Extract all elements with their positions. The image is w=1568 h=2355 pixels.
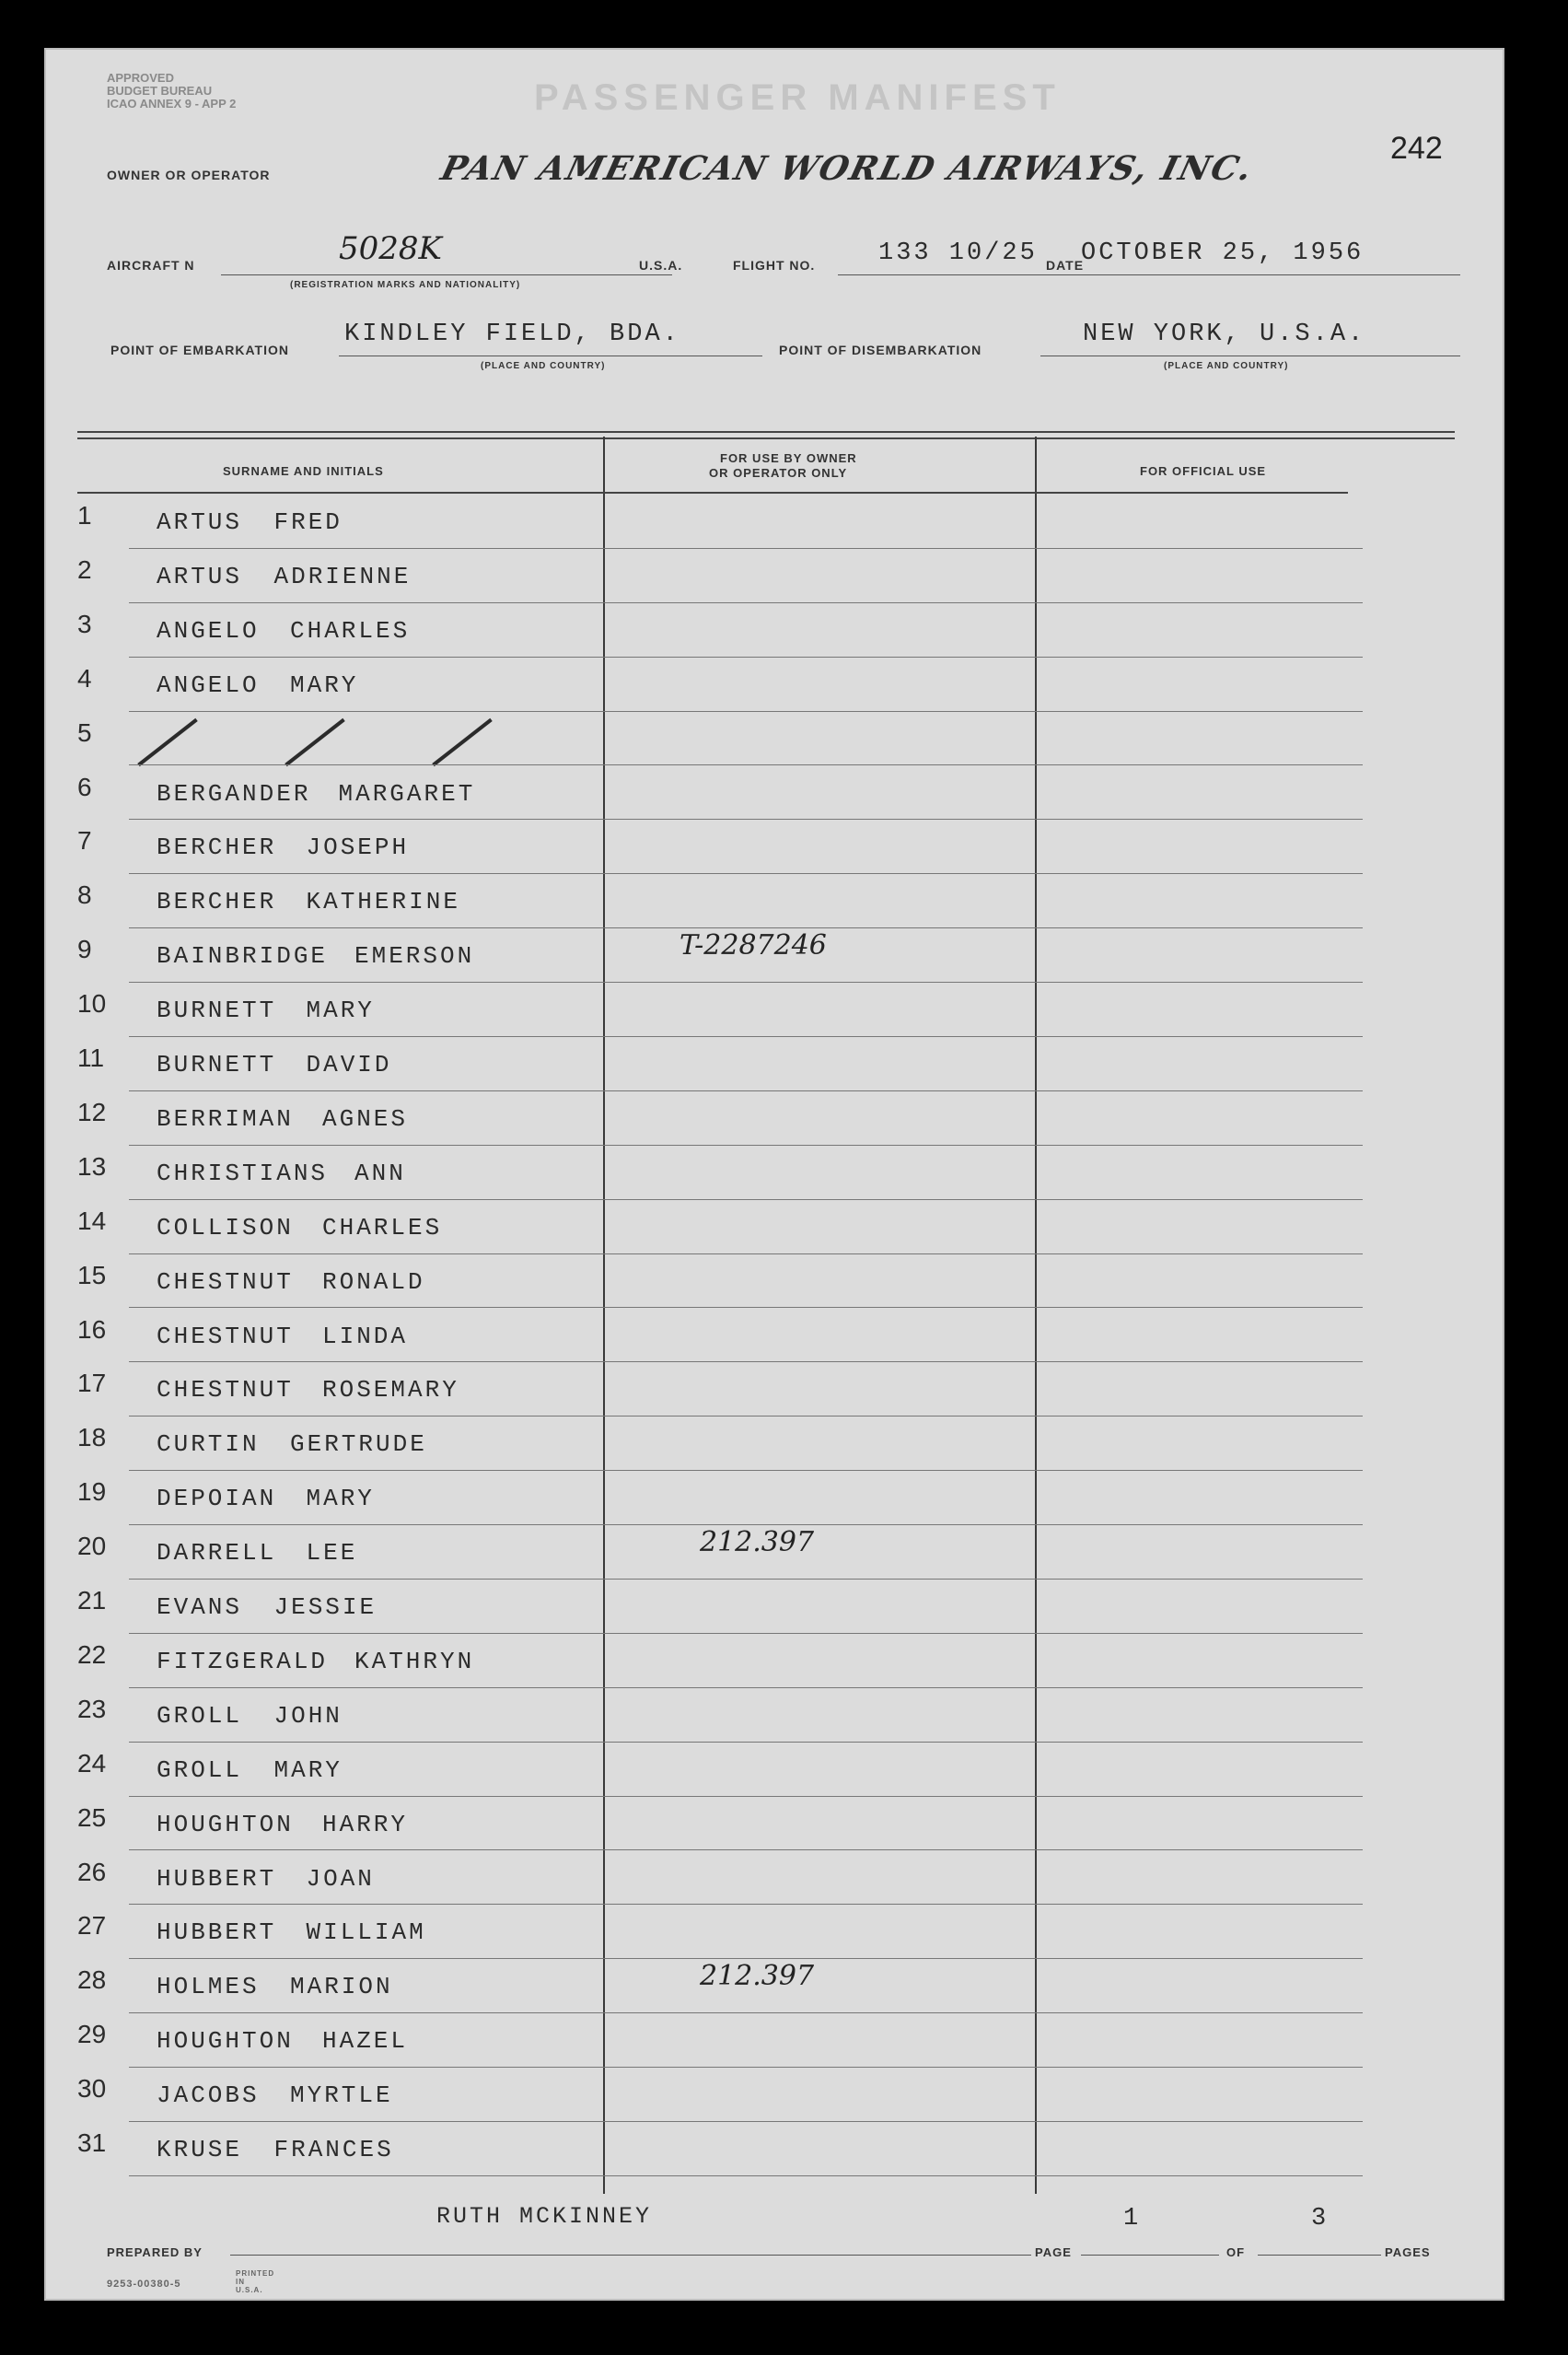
row-rule (129, 1361, 1363, 1362)
row-rule (129, 819, 1363, 820)
table-row (46, 495, 1427, 550)
disembark-label: POINT OF DISEMBARKATION (779, 343, 982, 357)
embark-value: KINDLEY FIELD, BDA. (344, 321, 680, 348)
passenger-given-name: EMERSON (354, 942, 475, 971)
row-number: 2 (77, 554, 92, 584)
row-number: 12 (77, 1097, 107, 1126)
passenger-surname: BERRIMAN (157, 1104, 294, 1133)
passenger-given-name: RONALD (322, 1267, 425, 1296)
page-id: 242 (1390, 131, 1443, 166)
passenger-given-name: JOAN (306, 1864, 375, 1893)
header-bottom-rule (77, 492, 1348, 494)
col-owner-header-1: FOR USE BY OWNER (720, 451, 857, 465)
row-number: 20 (77, 1532, 107, 1561)
row-rule (129, 2175, 1363, 2176)
aircraft-label: AIRCRAFT N (107, 258, 195, 273)
registration-note: (REGISTRATION MARKS AND NATIONALITY) (290, 280, 521, 290)
passenger-surname: JACOBS (157, 2081, 260, 2110)
row-number: 16 (77, 1314, 107, 1344)
passenger-surname: HUBBERT (157, 1864, 277, 1893)
row-number: 31 (77, 2128, 107, 2157)
row-number: 1 (77, 501, 92, 530)
table-row (46, 1852, 1427, 1906)
passenger-surname: BERCHER (157, 834, 277, 862)
table-row (46, 2014, 1427, 2069)
passenger-surname: CURTIN (157, 1430, 260, 1459)
owner-note: 212.397 (700, 1526, 815, 1559)
aircraft-value: 5028K (339, 230, 442, 267)
passenger-surname: CHRISTIANS (157, 1159, 329, 1187)
passenger-given-name: ANN (354, 1159, 406, 1187)
passenger-given-name: LEE (306, 1539, 358, 1568)
passenger-surname: ANGELO (157, 616, 260, 645)
date-value: OCTOBER 25, 1956 (1081, 239, 1365, 267)
passenger-given-name: WILLIAM (306, 1918, 426, 1947)
row-number: 11 (77, 1043, 105, 1072)
row-number: 14 (77, 1206, 107, 1235)
passenger-surname: ANGELO (157, 670, 260, 699)
table-row (46, 1310, 1427, 1364)
row-number: 27 (77, 1911, 107, 1941)
row-rule (129, 1579, 1363, 1580)
flight-label: FLIGHT NO. (733, 258, 816, 273)
table-row (46, 1255, 1427, 1310)
row-rule (129, 602, 1363, 603)
row-number: 21 (77, 1586, 107, 1615)
passenger-given-name: CHARLES (290, 616, 411, 645)
carrier-name: PAN AMERICAN WORLD AIRWAYS, INC. (436, 149, 1258, 188)
col-surname-header: SURNAME AND INITIALS (223, 464, 384, 478)
row-number: 13 (77, 1151, 107, 1181)
pages-label: PAGES (1385, 2245, 1431, 2259)
embark-note: (PLACE AND COUNTRY) (481, 361, 606, 371)
passenger-surname: CHESTNUT (157, 1322, 294, 1350)
row-number: 4 (77, 663, 92, 693)
row-rule (129, 1796, 1363, 1797)
passenger-given-name: ADRIENNE (273, 562, 412, 590)
row-rule (129, 548, 1363, 549)
passenger-surname: CHESTNUT (157, 1267, 294, 1296)
row-number: 3 (77, 609, 92, 638)
row-rule (129, 1633, 1363, 1634)
row-rule (129, 927, 1363, 928)
col-official-header: FOR OFFICIAL USE (1140, 464, 1267, 478)
form-title: PASSENGER MANIFEST (534, 77, 1061, 118)
aircraft-underline (221, 274, 672, 275)
passenger-surname: KRUSE (157, 2136, 243, 2163)
row-number: 7 (77, 826, 92, 856)
passenger-given-name: MARY (306, 997, 375, 1025)
row-number: 23 (77, 1694, 107, 1723)
void-slash-mark (432, 717, 493, 765)
passenger-surname: GROLL (157, 1755, 243, 1784)
passenger-surname: BERGANDER (157, 779, 311, 808)
table-row (46, 1092, 1427, 1147)
table-row (46, 1201, 1427, 1255)
passenger-given-name: KATHERINE (306, 888, 460, 916)
passenger-given-name: JOSEPH (306, 834, 410, 862)
passenger-given-name: CHARLES (322, 1213, 443, 1242)
page-underline (1081, 2255, 1219, 2256)
of-value: 3 (1311, 2205, 1330, 2233)
passenger-given-name: ROSEMARY (322, 1376, 459, 1405)
col-owner-header-2: OR OPERATOR ONLY (709, 466, 848, 480)
table-row (46, 929, 1427, 984)
passenger-given-name: MARY (273, 1755, 343, 1784)
row-rule (129, 1090, 1363, 1091)
passenger-surname: BAINBRIDGE (157, 942, 329, 971)
prepared-value: RUTH MCKINNEY (436, 2203, 653, 2230)
form-number: 9253-00380-5 (107, 2279, 181, 2290)
row-rule (129, 2067, 1363, 2068)
passenger-given-name: FRED (273, 508, 343, 536)
row-number: 17 (77, 1369, 107, 1398)
row-number: 24 (77, 1748, 107, 1778)
passenger-given-name: FRANCES (273, 2136, 394, 2163)
of-underline (1258, 2255, 1381, 2256)
row-rule (129, 1036, 1363, 1037)
table-row (46, 713, 1427, 767)
owner-label: OWNER OR OPERATOR (107, 168, 271, 182)
passenger-given-name: JOHN (273, 1701, 343, 1730)
table-row (46, 2123, 1427, 2177)
disembark-value: NEW YORK, U.S.A. (1083, 321, 1366, 348)
passenger-given-name: AGNES (322, 1104, 409, 1133)
table-row (46, 1526, 1427, 1580)
passenger-surname: FITZGERALD (157, 1647, 329, 1675)
row-rule (129, 1524, 1363, 1525)
passenger-surname: EVANS (157, 1593, 243, 1621)
row-rule (129, 2012, 1363, 2013)
table-top-rule (77, 431, 1455, 433)
row-number: 22 (77, 1639, 107, 1669)
embark-label: POINT OF EMBARKATION (110, 343, 289, 357)
row-rule (129, 1199, 1363, 1200)
row-rule (129, 873, 1363, 874)
disembark-note: (PLACE AND COUNTRY) (1164, 361, 1289, 371)
row-number: 26 (77, 1857, 107, 1886)
row-number: 9 (77, 935, 92, 964)
of-label: OF (1226, 2245, 1246, 2259)
owner-note: 212.397 (700, 1960, 815, 1993)
row-number: 30 (77, 2074, 107, 2104)
table-row (46, 1417, 1427, 1472)
table-row (46, 604, 1427, 659)
row-number: 28 (77, 1965, 107, 1995)
void-slash-mark (137, 717, 198, 765)
passenger-surname: ARTUS (157, 562, 243, 590)
flight-underline (838, 274, 1460, 275)
flight-value: 133 10/25 (878, 239, 1038, 267)
passenger-given-name: MYRTLE (290, 2081, 393, 2110)
owner-note: T-2287246 (679, 929, 827, 962)
table-row (46, 2069, 1427, 2123)
row-rule (129, 1904, 1363, 1905)
row-number: 25 (77, 1802, 107, 1832)
passenger-surname: HOLMES (157, 1973, 260, 2001)
passenger-given-name: LINDA (322, 1322, 409, 1350)
passenger-surname: HOUGHTON (157, 1810, 294, 1838)
passenger-surname: DEPOIAN (157, 1485, 277, 1513)
row-rule (129, 1307, 1363, 1308)
passenger-given-name: HAZEL (322, 2027, 409, 2056)
date-label: DATE (1046, 258, 1085, 273)
passenger-surname: HOUGHTON (157, 2027, 294, 2056)
passenger-surname: DARRELL (157, 1539, 277, 1568)
row-number: 8 (77, 880, 92, 910)
table-row (46, 1472, 1427, 1526)
printed-note: PRINTED IN U.S.A. (236, 2269, 275, 2294)
passenger-given-name: MARY (306, 1485, 375, 1513)
passenger-given-name: JESSIE (273, 1593, 377, 1621)
page-label: PAGE (1035, 2245, 1072, 2259)
passenger-given-name: MARGARET (338, 779, 476, 808)
table-row (46, 1580, 1427, 1635)
row-number: 29 (77, 2020, 107, 2049)
row-rule (129, 1253, 1363, 1254)
table-row (46, 875, 1427, 929)
passenger-surname: BURNETT (157, 1051, 277, 1078)
table-row (46, 1906, 1427, 1960)
passenger-given-name: GERTRUDE (290, 1430, 427, 1459)
table-row (46, 1635, 1427, 1689)
passenger-surname: CHESTNUT (157, 1376, 294, 1405)
table-row (46, 821, 1427, 875)
table-row (46, 659, 1427, 713)
table-row (46, 1743, 1427, 1798)
passenger-surname: ARTUS (157, 508, 243, 536)
row-number: 10 (77, 989, 107, 1019)
void-slash-mark (285, 717, 345, 765)
row-number: 18 (77, 1423, 107, 1452)
passenger-surname: COLLISON (157, 1213, 294, 1242)
page-value: 1 (1123, 2205, 1142, 2233)
row-rule (129, 764, 1363, 765)
passenger-surname: BURNETT (157, 997, 277, 1025)
passenger-surname: BERCHER (157, 888, 277, 916)
passenger-surname: HUBBERT (157, 1918, 277, 1947)
row-rule (129, 2121, 1363, 2122)
row-rule (129, 711, 1363, 712)
table-row (46, 550, 1427, 604)
passenger-given-name: MARY (290, 670, 359, 699)
table-row (46, 984, 1427, 1038)
prepared-label: PREPARED BY (107, 2245, 203, 2259)
usa-label: U.S.A. (639, 258, 683, 273)
table-row (46, 1038, 1427, 1092)
passenger-surname: GROLL (157, 1701, 243, 1730)
row-rule (129, 1742, 1363, 1743)
row-rule (129, 1145, 1363, 1146)
table-row (46, 1363, 1427, 1417)
row-rule (129, 657, 1363, 658)
row-number: 15 (77, 1260, 107, 1289)
passenger-given-name: DAVID (306, 1051, 392, 1078)
table-row (46, 1798, 1427, 1852)
passenger-given-name: MARION (290, 1973, 393, 2001)
table-top-rule-2 (77, 437, 1455, 439)
row-rule (129, 982, 1363, 983)
approval-stamp: APPROVED BUDGET BUREAU ICAO ANNEX 9 - APP 2 (107, 71, 237, 111)
manifest-sheet (44, 48, 1504, 2301)
row-rule (129, 1687, 1363, 1688)
table-row (46, 1960, 1427, 2014)
row-number: 5 (77, 717, 92, 747)
row-rule (129, 1470, 1363, 1471)
row-number: 19 (77, 1477, 107, 1507)
table-row (46, 1147, 1427, 1201)
passenger-given-name: KATHRYN (354, 1647, 475, 1675)
table-row (46, 767, 1427, 822)
prepared-underline (230, 2255, 1031, 2256)
table-row (46, 1689, 1427, 1743)
row-rule (129, 1849, 1363, 1850)
passenger-given-name: HARRY (322, 1810, 409, 1838)
row-rule (129, 1958, 1363, 1959)
row-number: 6 (77, 772, 92, 801)
